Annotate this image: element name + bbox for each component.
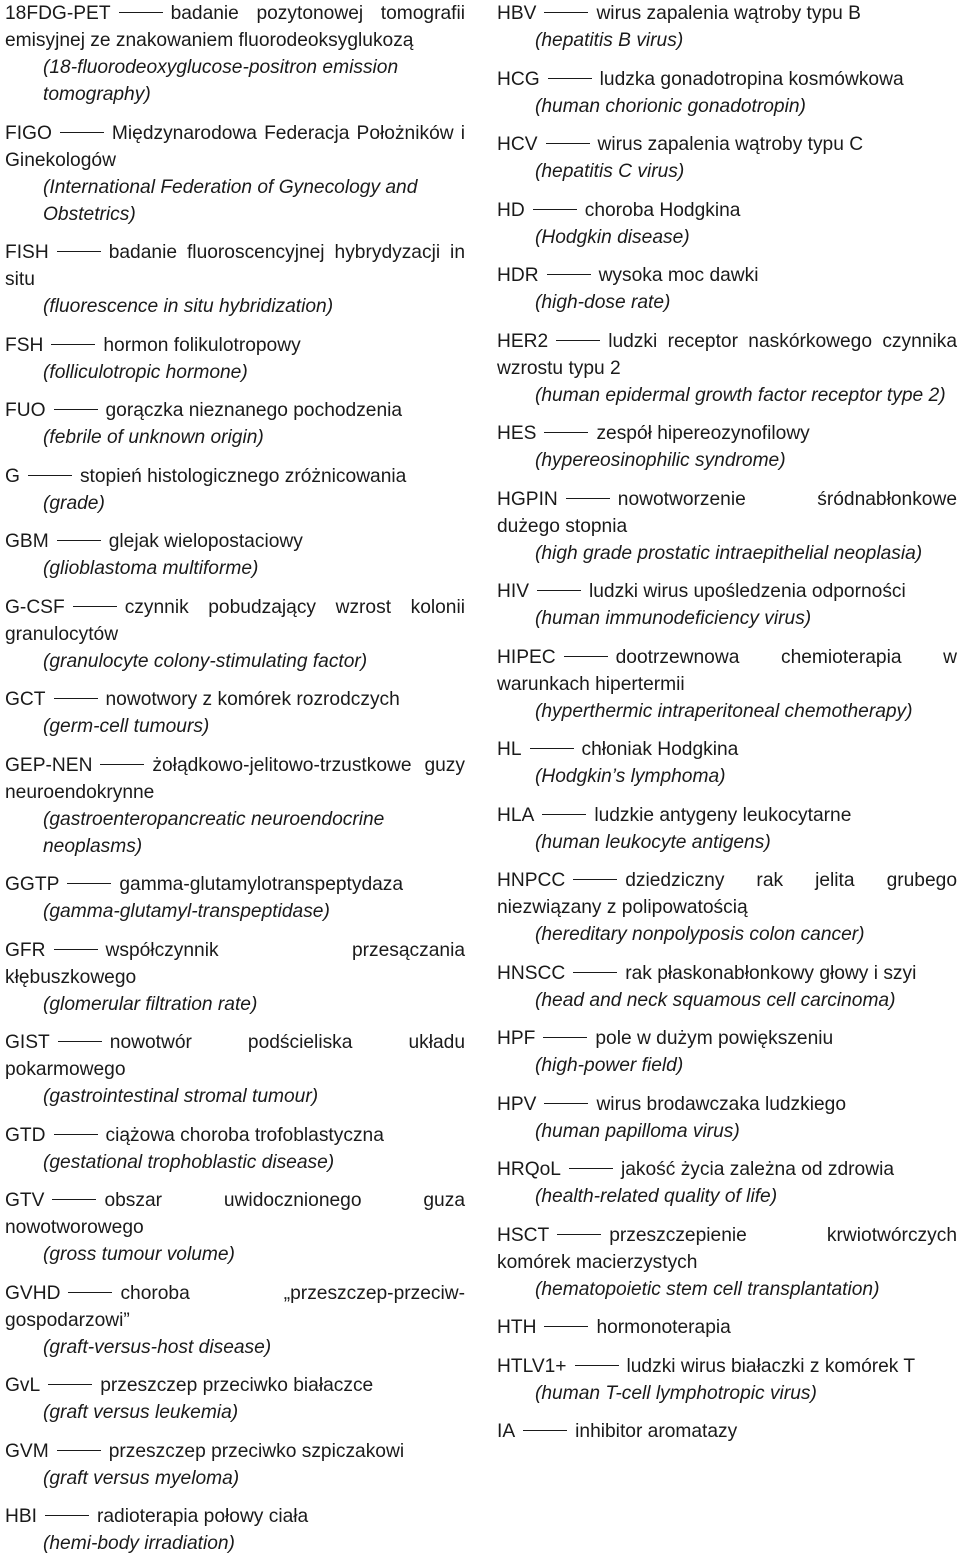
glossary-entry [497, 867, 957, 948]
em-dash-separator [67, 883, 111, 884]
em-dash-separator [523, 1430, 567, 1431]
entry-abbreviation: HD [497, 199, 525, 221]
entry-definition [5, 937, 465, 991]
glossary-entry [497, 131, 957, 185]
entry-polish-term: przeszczepienie krwiotwórczych komórek macierzystych [497, 1224, 957, 1273]
entry-polish-term: glejak wielopostaciowy [108, 531, 303, 552]
entry-polish-term: radioterapia połowy ciała [97, 1506, 309, 1527]
em-dash-separator [530, 748, 574, 749]
glossary-entry [5, 752, 465, 860]
glossary-entry [497, 960, 957, 1014]
entry-polish-term: ludzki wirus białaczki z komórek T [626, 1355, 916, 1377]
entry-abbreviation: HBV [497, 3, 537, 24]
entry-abbreviation: HBI [5, 1506, 37, 1527]
entry-english-term: (18-fluorodeoxyglucose-positron emission tomography) [43, 57, 399, 105]
entry-polish-term: badanie fluoroscencyjnej hybrydyzacji in situ [5, 242, 465, 290]
entry-english-term: (grade) [43, 492, 105, 514]
entry-abbreviation: GBM [5, 531, 49, 552]
entry-abbreviation: GvL [5, 1375, 41, 1396]
entry-polish-term: współczynnik przesączania kłębuszkowego [5, 939, 465, 988]
entry-english-term: (hereditary nonpolyposis colon cancer) [535, 924, 865, 945]
em-dash-separator [54, 409, 98, 410]
em-dash-separator [60, 132, 104, 133]
entry-polish-term: ludzki receptor naskórkowego czynnika wzrostu typu 2 [497, 330, 957, 379]
entry-polish-term: przeszczep przeciwko szpiczakowi [108, 1440, 405, 1462]
entry-definition [497, 578, 957, 605]
em-dash-separator [573, 972, 617, 973]
em-dash-separator [547, 274, 591, 275]
entry-polish-term: żołądkowo-jelitowo-trzustkowe guzy neuroendokrynne [5, 754, 465, 803]
entry-english-term: (gross tumour volume) [43, 1244, 235, 1265]
entry-polish-term: wirus zapalenia wątroby typu B [596, 3, 861, 24]
entry-abbreviation: HSCT [497, 1224, 550, 1246]
entry-abbreviation: GEP-NEN [5, 754, 93, 776]
entry-abbreviation: G-CSF [5, 596, 65, 618]
entry-abbreviation: GVM [5, 1440, 49, 1462]
entry-polish-term: chłoniak Hodgkina [581, 739, 739, 760]
entry-english-term: (febrile of unknown origin) [43, 427, 264, 448]
entry-polish-term: nowotwory z komórek rozrodczych [105, 689, 400, 710]
glossary-entry [5, 686, 465, 740]
glossary-entry [5, 1187, 465, 1268]
entry-definition [5, 594, 465, 648]
entry-polish-term: choroba „przeszczep-przeciw-gospodarzowi” [5, 1282, 465, 1331]
em-dash-separator [73, 606, 117, 607]
entry-definition [497, 420, 957, 447]
entry-english-term: (high-power field) [535, 1055, 684, 1076]
entry-abbreviation: HNSCC [497, 962, 566, 984]
entry-definition [497, 867, 957, 921]
em-dash-separator [45, 1515, 89, 1516]
glossary-entry [497, 1156, 957, 1210]
entry-polish-term: ludzka gonadotropina kosmówkowa [599, 68, 904, 90]
em-dash-separator [119, 12, 163, 13]
glossary-entry [5, 397, 465, 451]
entry-english-term: (human immunodeficiency virus) [535, 608, 812, 629]
entry-english-term: (fluorescence in situ hybridization) [43, 296, 334, 317]
entry-english-term: (high-dose rate) [535, 292, 671, 313]
em-dash-separator [57, 540, 101, 541]
entry-definition [5, 1503, 465, 1530]
entry-english-term: (graft versus leukemia) [43, 1402, 239, 1423]
entry-english-term: (gamma-glutamyl-transpeptidase) [43, 901, 330, 922]
entry-abbreviation: HES [497, 423, 537, 444]
glossary-entry [5, 1503, 465, 1557]
entry-abbreviation: FSH [5, 334, 44, 356]
entry-abbreviation: HIPEC [497, 646, 556, 668]
entry-polish-term: nowotwór podścieliska układu pokarmowego [5, 1032, 465, 1080]
entry-polish-term: hormonoterapia [596, 1317, 731, 1338]
entry-abbreviation: GTD [5, 1124, 46, 1146]
right-column [497, 0, 957, 1445]
em-dash-separator [544, 1326, 588, 1327]
entry-definition [5, 463, 465, 490]
entry-definition [497, 736, 957, 763]
entry-abbreviation: FUO [5, 400, 46, 421]
entry-abbreviation: HER2 [497, 330, 549, 352]
entry-polish-term: zespół hipereozynofilowy [596, 423, 810, 444]
entry-english-term: (Hodgkin’s lymphoma) [535, 766, 726, 787]
entry-abbreviation: GGTP [5, 874, 60, 895]
em-dash-separator [57, 251, 101, 252]
em-dash-separator [54, 1134, 98, 1135]
em-dash-separator [28, 475, 72, 476]
entry-definition [497, 1353, 957, 1380]
entry-english-term: (high grade prostatic intraepithelial neoplasia) [535, 542, 923, 564]
entry-abbreviation: G [5, 465, 20, 487]
em-dash-separator [100, 764, 144, 765]
glossary-entry [497, 66, 957, 120]
entry-english-term: (gastrointestinal stromal tumour) [43, 1086, 319, 1107]
entry-definition [5, 332, 465, 359]
em-dash-separator [569, 1168, 613, 1169]
glossary-entry [5, 239, 465, 320]
entry-english-term: (head and neck squamous cell carcinoma) [535, 989, 896, 1011]
entry-abbreviation: GTV [5, 1190, 45, 1211]
glossary-entry [5, 937, 465, 1018]
entry-definition [497, 131, 957, 158]
entry-polish-term: jakość życia zależna od zdrowia [620, 1159, 895, 1180]
entry-abbreviation: HPV [497, 1093, 537, 1115]
entry-english-term: (hepatitis B virus) [535, 30, 684, 51]
entry-english-term: (gestational trophoblastic disease) [43, 1151, 335, 1173]
glossary-entry [497, 197, 957, 251]
entry-english-term: (granulocyte colony-stimulating factor) [43, 650, 368, 672]
glossary-entry [497, 802, 957, 856]
entry-definition [497, 486, 957, 540]
left-column [5, 0, 465, 1557]
entry-definition [5, 1372, 465, 1399]
entry-abbreviation: GCT [5, 689, 46, 710]
entry-polish-term: hormon folikulotropowy [103, 334, 301, 356]
entry-english-term: (International Federation of Gynecology and Obstetrics) [43, 176, 418, 225]
entry-abbreviation: HNPCC [497, 870, 566, 891]
entry-english-term: (human leukocyte antigens) [535, 831, 771, 853]
entry-polish-term: stopień histologicznego zróżnicowania [79, 465, 407, 487]
entry-polish-term: ciążowa choroba trofoblastyczna [105, 1124, 384, 1146]
entry-polish-term: czynnik pobudzający wzrost kolonii granulocytów [5, 596, 465, 645]
entry-english-term: (glomerular filtration rate) [43, 993, 258, 1015]
em-dash-separator [564, 656, 608, 657]
em-dash-separator [548, 78, 592, 79]
entry-english-term: (human T-cell lymphotropic virus) [535, 1382, 817, 1404]
entry-definition [497, 1314, 957, 1341]
entry-english-term: (graft-versus-host disease) [43, 1336, 272, 1358]
entry-abbreviation: GFR [5, 939, 46, 961]
em-dash-separator [51, 344, 95, 345]
em-dash-separator [544, 1103, 588, 1104]
em-dash-separator [557, 1234, 601, 1235]
em-dash-separator [58, 1041, 102, 1042]
glossary-entry [5, 1438, 465, 1492]
entry-english-term: (human epidermal growth factor receptor type 2) [535, 384, 946, 406]
entry-abbreviation: HTH [497, 1317, 537, 1338]
entry-abbreviation: GIST [5, 1032, 50, 1053]
entry-definition [497, 0, 957, 27]
em-dash-separator [566, 498, 610, 499]
glossary-entry [497, 486, 957, 567]
glossary-entry [5, 463, 465, 517]
entry-definition [5, 871, 465, 898]
entry-polish-term: gamma-glutamylotranspeptydaza [119, 874, 404, 895]
glossary-entry [5, 120, 465, 228]
entry-polish-term: nowotworzenie śródnabłonkowe dużego stopnia [497, 488, 957, 537]
em-dash-separator [68, 1292, 112, 1293]
entry-abbreviation: HL [497, 739, 522, 760]
entry-abbreviation: HLA [497, 804, 535, 826]
entry-definition [497, 1091, 957, 1118]
glossary-entry [5, 1372, 465, 1426]
entry-abbreviation: HIV [497, 581, 529, 602]
entry-abbreviation: HCV [497, 134, 538, 155]
entry-polish-term: Międzynarodowa Federacja Położników i Ginekologów [5, 122, 465, 171]
entry-polish-term: ludzkie antygeny leukocytarne [594, 804, 852, 826]
entry-definition [5, 1280, 465, 1334]
glossary-entry [497, 1025, 957, 1079]
em-dash-separator [546, 143, 590, 144]
entry-definition [497, 1418, 957, 1445]
entry-definition [497, 1156, 957, 1183]
entry-polish-term: dootrzewnowa chemioterapia w warunkach hipertermii [497, 646, 957, 695]
entry-definition [5, 528, 465, 555]
entry-polish-term: inhibitor aromatazy [575, 1421, 738, 1442]
glossary-entry [5, 332, 465, 386]
em-dash-separator [48, 1384, 92, 1385]
entry-definition [5, 120, 465, 174]
entry-english-term: (human papilloma virus) [535, 1120, 740, 1142]
glossary-entry [497, 1353, 957, 1407]
glossary-entry [5, 1122, 465, 1176]
entry-polish-term: gorączka nieznanego pochodzenia [105, 400, 403, 421]
entry-polish-term: ludzki wirus upośledzenia odporności [589, 581, 906, 602]
entry-english-term: (hepatitis C virus) [535, 161, 685, 182]
em-dash-separator [57, 1450, 101, 1451]
entry-polish-term: dziedziczny rak jelita grubego niezwiązany z polipowatością [497, 870, 957, 918]
entry-definition [497, 66, 957, 93]
em-dash-separator [537, 590, 581, 591]
entry-polish-term: choroba Hodgkina [584, 199, 741, 221]
em-dash-separator [556, 340, 600, 341]
entry-abbreviation: 18FDG-PET [5, 3, 111, 24]
entry-abbreviation: FIGO [5, 122, 52, 144]
entry-definition [497, 328, 957, 382]
glossary-entry [497, 736, 957, 790]
entry-english-term: (gastroenteropancreatic neuroendocrine neoplasms) [43, 808, 385, 857]
entry-abbreviation: HTLV1+ [497, 1355, 567, 1377]
entry-english-term: (Hodgkin disease) [535, 226, 690, 248]
entry-definition [5, 1187, 465, 1241]
entry-definition [5, 752, 465, 806]
glossary-entry [497, 1222, 957, 1303]
entry-definition [497, 197, 957, 224]
entry-english-term: (germ-cell tumours) [43, 716, 210, 737]
glossary-entry [497, 1314, 957, 1341]
entry-definition [497, 960, 957, 987]
entry-english-term: (graft versus myeloma) [43, 1467, 240, 1489]
entry-abbreviation: FISH [5, 242, 49, 263]
entry-abbreviation: HGPIN [497, 488, 558, 510]
entry-polish-term: badanie pozytonowej tomografii emisyjnej ze znakowaniem fluorodeoksyglukozą [5, 3, 465, 51]
entry-abbreviation: HCG [497, 68, 540, 90]
em-dash-separator [543, 1037, 587, 1038]
entry-polish-term: obszar uwidocznionego guza nowotworowego [5, 1190, 465, 1238]
entry-definition [5, 0, 465, 54]
entry-polish-term: przeszczep przeciwko białaczce [100, 1375, 374, 1396]
entry-polish-term: wirus brodawczaka ludzkiego [596, 1093, 847, 1115]
entry-english-term: (hematopoietic stem cell transplantation) [535, 1278, 880, 1300]
glossary-entry [497, 328, 957, 409]
entry-english-term: (hyperthermic intraperitoneal chemotherapy) [535, 700, 913, 722]
glossary-entry [5, 528, 465, 582]
entry-definition [5, 397, 465, 424]
entry-polish-term: rak płaskonabłonkowy głowy i szyi [625, 962, 917, 984]
glossary-entry [497, 0, 957, 54]
entry-definition [497, 1222, 957, 1276]
entry-definition [5, 1438, 465, 1465]
glossary-entry [497, 578, 957, 632]
entry-abbreviation: IA [497, 1421, 516, 1442]
entry-definition [5, 686, 465, 713]
em-dash-separator [544, 432, 588, 433]
glossary-entry [5, 1029, 465, 1110]
glossary-entry [497, 644, 957, 725]
entry-definition [497, 644, 957, 698]
em-dash-separator [544, 12, 588, 13]
entry-polish-term: wysoka moc dawki [598, 265, 759, 286]
em-dash-separator [52, 1199, 96, 1200]
em-dash-separator [533, 209, 577, 210]
em-dash-separator [54, 698, 98, 699]
glossary-entry [497, 262, 957, 316]
entry-english-term: (hypereosinophilic syndrome) [535, 450, 786, 471]
entry-polish-term: wirus zapalenia wątroby typu C [597, 134, 864, 155]
entry-abbreviation: HDR [497, 265, 539, 286]
em-dash-separator [54, 949, 98, 950]
entry-english-term: (health-related quality of life) [535, 1186, 778, 1207]
entry-abbreviation: HRQoL [497, 1159, 561, 1180]
entry-english-term: (human chorionic gonadotropin) [535, 95, 806, 117]
glossary-entry [497, 420, 957, 474]
glossary-entry [497, 1418, 957, 1445]
glossary-entry [5, 0, 465, 108]
glossary-entry [497, 1091, 957, 1145]
entry-definition [5, 239, 465, 293]
entry-abbreviation: HPF [497, 1028, 536, 1049]
entry-definition [5, 1122, 465, 1149]
em-dash-separator [542, 814, 586, 815]
entry-definition [5, 1029, 465, 1083]
glossary-entry [5, 1280, 465, 1361]
entry-definition [497, 802, 957, 829]
entry-abbreviation: GVHD [5, 1282, 61, 1304]
entry-definition [497, 262, 957, 289]
em-dash-separator [573, 879, 617, 880]
entry-english-term: (glioblastoma multiforme) [43, 558, 259, 579]
entry-polish-term: pole w dużym powiększeniu [595, 1028, 834, 1049]
entry-english-term: (folliculotropic hormone) [43, 361, 248, 383]
glossary-entry [5, 594, 465, 675]
glossary-entry [5, 871, 465, 925]
em-dash-separator [575, 1365, 619, 1366]
entry-definition [497, 1025, 957, 1052]
entry-english-term: (hemi-body irradiation) [43, 1533, 235, 1554]
